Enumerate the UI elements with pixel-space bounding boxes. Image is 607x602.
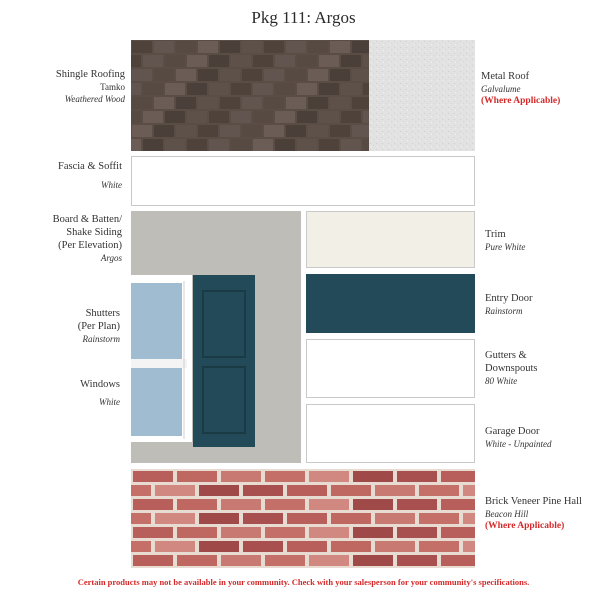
brick-tile [441, 555, 475, 566]
shingle-tile [319, 83, 339, 95]
shingle-tile [176, 69, 196, 81]
shutter-swatch [193, 275, 255, 447]
brick-tile [243, 541, 283, 552]
brick-tile [309, 471, 349, 482]
brick-tile [155, 541, 195, 552]
shingle-tile [132, 125, 152, 137]
metal-roof-label [481, 70, 603, 107]
brick-tile [441, 499, 475, 510]
shingle-tile [264, 97, 284, 109]
fascia-soffit-color: White [101, 180, 122, 190]
brick-tile [309, 527, 349, 538]
brick-tile [133, 499, 173, 510]
trim-swatch [306, 211, 475, 268]
brick-tile [199, 513, 239, 524]
brick-tile [199, 485, 239, 496]
garage-door-swatch [306, 404, 475, 463]
shingle-tile [143, 83, 163, 95]
brick-tile [287, 513, 327, 524]
fascia-soffit-label [4, 160, 122, 191]
shingle-tile [286, 41, 306, 53]
shingle-roofing-brand: Tamko [100, 82, 125, 92]
shingle-tile [165, 83, 185, 95]
shingle-tile [209, 55, 229, 67]
shutters-line2: (Per Plan) [77, 321, 120, 332]
windows-color: White [99, 397, 120, 407]
gutters-line2: Downspouts [485, 363, 538, 374]
shingle-tile [131, 83, 141, 95]
brick-tile [419, 485, 459, 496]
shingle-tile [209, 83, 229, 95]
brick-swatch [131, 469, 475, 568]
shingle-tile [275, 83, 295, 95]
brick-tile [265, 527, 305, 538]
shingle-tile [220, 125, 240, 137]
brick-color: Beacon Hill [485, 509, 529, 519]
brick-tile [441, 527, 475, 538]
shingle-tile [330, 69, 350, 81]
shingle-tile [297, 55, 317, 67]
brick-tile [331, 513, 371, 524]
brick-name: Brick Veneer Pine Hall [485, 496, 582, 507]
brick-tile [221, 471, 261, 482]
brick-tile [353, 499, 393, 510]
shingle-tile [286, 97, 306, 109]
garage-door-color: White - Unpainted [485, 439, 552, 449]
brick-tile [265, 471, 305, 482]
shingle-tile [198, 97, 218, 109]
brick-tile [265, 499, 305, 510]
shingle-tile [176, 97, 196, 109]
shingle-tile [319, 55, 339, 67]
shingle-tile [154, 41, 174, 53]
shingle-tile [286, 69, 306, 81]
trim-color: Pure White [485, 242, 526, 252]
shingle-tile [352, 97, 369, 109]
gutters-line1: Gutters & [485, 350, 527, 361]
brick-tile [419, 513, 459, 524]
siding-label [4, 213, 122, 264]
shingle-tile [352, 125, 369, 137]
brick-tile [441, 471, 475, 482]
brick-tile [419, 541, 459, 552]
brick-tile [463, 485, 475, 496]
metal-roof-color: Galvalume [481, 84, 521, 94]
shingle-roofing-name: Shingle Roofing [55, 69, 125, 80]
entry-door-color: Rainstorm [485, 306, 523, 316]
shingle-tile [165, 55, 185, 67]
brick-tile [397, 555, 437, 566]
brick-tile [221, 527, 261, 538]
brick-tile [331, 485, 371, 496]
shingle-tile [330, 97, 350, 109]
shingle-tile [165, 139, 185, 151]
brick-tile [353, 527, 393, 538]
shingle-tile [242, 69, 262, 81]
shingle-tile [176, 41, 196, 53]
shingle-roofing-swatch [131, 40, 369, 151]
brick-tile [131, 541, 151, 552]
metal-roof-swatch [369, 40, 475, 151]
shutters-line1: Shutters [85, 308, 120, 319]
brick-tile [155, 513, 195, 524]
shingle-roofing-color: Weathered Wood [64, 94, 125, 104]
brick-tile [133, 527, 173, 538]
shingle-tile [154, 97, 174, 109]
shingle-tile [220, 69, 240, 81]
brick-tile [287, 485, 327, 496]
brick-tile [375, 485, 415, 496]
shingle-tile [242, 41, 262, 53]
shingle-tile [165, 111, 185, 123]
shingle-tile [253, 83, 273, 95]
shingle-tile [231, 83, 251, 95]
shingle-tile [352, 69, 369, 81]
brick-tile [133, 555, 173, 566]
shingle-tile [154, 125, 174, 137]
shingle-tile [143, 139, 163, 151]
shingle-tile [341, 139, 361, 151]
brick-tile [463, 513, 475, 524]
gutters-swatch [306, 339, 475, 398]
shingle-tile [154, 69, 174, 81]
shingle-tile [198, 69, 218, 81]
shingle-tile [352, 41, 369, 53]
brick-tile [199, 541, 239, 552]
entry-door-swatch [306, 274, 475, 333]
brick-tile [177, 499, 217, 510]
shingle-tile [253, 139, 273, 151]
brick-tile [131, 513, 151, 524]
shingle-tile [308, 69, 328, 81]
shingle-tile [264, 69, 284, 81]
shingle-tile [330, 41, 350, 53]
brick-tile [177, 555, 217, 566]
page-title: Pkg 111: Argos [251, 8, 356, 27]
trim-name: Trim [485, 229, 506, 240]
shingle-tile [308, 41, 328, 53]
brick-tile [375, 541, 415, 552]
brick-tile [331, 541, 371, 552]
shingle-tile [231, 139, 251, 151]
shingle-tile [275, 55, 295, 67]
gutters-color: 80 White [485, 376, 518, 386]
brick-label [485, 495, 603, 532]
brick-tile [397, 499, 437, 510]
brick-tile [353, 555, 393, 566]
brick-tile [397, 471, 437, 482]
shingle-tile [319, 139, 339, 151]
brick-tile [353, 471, 393, 482]
shingle-tile [198, 41, 218, 53]
shingle-tile [242, 125, 262, 137]
shingle-tile [253, 111, 273, 123]
metal-roof-note: (Where Applicable) [481, 96, 561, 106]
shingle-tile [231, 111, 251, 123]
garage-door-name: Garage Door [485, 426, 540, 437]
brick-tile [375, 513, 415, 524]
shingle-tile [297, 111, 317, 123]
brick-tile [155, 485, 195, 496]
shingle-tile [297, 83, 317, 95]
entry-door-name: Entry Door [485, 293, 533, 304]
shingle-tile [176, 125, 196, 137]
shingle-tile [231, 55, 251, 67]
shingle-tile [275, 111, 295, 123]
brick-tile [221, 499, 261, 510]
shingle-tile [131, 139, 141, 151]
shingle-tile [253, 55, 273, 67]
siding-swatch [131, 211, 301, 463]
shingle-tile [187, 83, 207, 95]
siding-line2: Shake Siding [66, 227, 122, 238]
shingle-tile [143, 55, 163, 67]
shingle-tile [319, 111, 339, 123]
siding-color: Argos [100, 253, 122, 263]
fascia-soffit-swatch [131, 156, 475, 206]
brick-tile [177, 527, 217, 538]
shutters-label [4, 307, 120, 345]
disclaimer: Certain products may not be available in your community. Check with your salesperson for your community's specifications. [77, 577, 530, 587]
shingle-tile [198, 125, 218, 137]
shingle-tile [132, 69, 152, 81]
shingle-tile [209, 139, 229, 151]
fascia-soffit-name: Fascia & Soffit [58, 161, 122, 172]
trim-label [485, 228, 603, 253]
brick-tile [397, 527, 437, 538]
shingle-tile [286, 125, 306, 137]
shingle-tile [264, 41, 284, 53]
shingle-tile [209, 111, 229, 123]
shingle-tile [132, 41, 152, 53]
brick-tile [265, 555, 305, 566]
shingle-tile [341, 83, 361, 95]
shingle-tile [264, 125, 284, 137]
shingle-tile [341, 111, 361, 123]
shingle-tile [143, 111, 163, 123]
shingle-tile [242, 97, 262, 109]
metal-roof-name: Metal Roof [481, 71, 530, 82]
shingle-tile [131, 111, 141, 123]
shingle-tile [220, 97, 240, 109]
brick-tile [309, 499, 349, 510]
shingle-tile [308, 125, 328, 137]
shingle-tile [308, 97, 328, 109]
windows-label [4, 378, 120, 408]
shutters-color: Rainstorm [82, 334, 120, 344]
brick-note: (Where Applicable) [485, 521, 565, 531]
brick-tile [243, 485, 283, 496]
brick-tile [221, 555, 261, 566]
shingle-tile [275, 139, 295, 151]
shingle-tile [330, 125, 350, 137]
shingle-tile [187, 111, 207, 123]
brick-tile [463, 541, 475, 552]
brick-tile [309, 555, 349, 566]
siding-line1: Board & Batten/ [52, 214, 122, 225]
shingle-roofing-label [4, 68, 125, 105]
shingle-tile [297, 139, 317, 151]
shingle-tile [131, 55, 141, 67]
shingle-tile [187, 139, 207, 151]
brick-tile [133, 471, 173, 482]
brick-tile [287, 541, 327, 552]
gutters-label [485, 349, 603, 387]
garage-door-label [485, 425, 603, 450]
windows-name: Windows [80, 379, 120, 390]
shingle-tile [132, 97, 152, 109]
brick-tile [177, 471, 217, 482]
shingle-tile [220, 41, 240, 53]
shingle-tile [187, 55, 207, 67]
siding-line3: (Per Elevation) [58, 240, 122, 251]
brick-tile [131, 485, 151, 496]
entry-door-label [485, 292, 603, 317]
window-swatch [131, 275, 192, 442]
shingle-tile [341, 55, 361, 67]
brick-tile [243, 513, 283, 524]
